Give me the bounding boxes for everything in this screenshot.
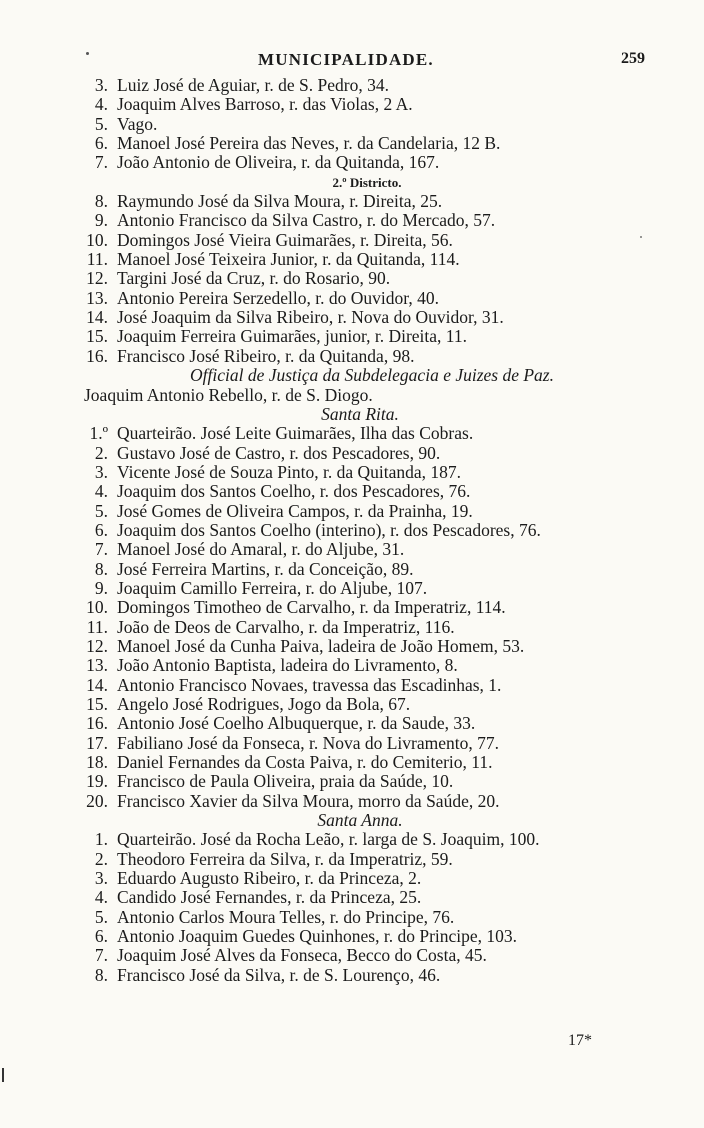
- list-item: [0, 76, 704, 95]
- directory-listing: [0, 76, 704, 985]
- entry-text: Candido José Fernandes, r. da Princeza, 25.: [117, 887, 422, 908]
- list-item: [0, 792, 704, 811]
- entry-text: Raymundo José da Silva Moura, r. Direita, 25.: [117, 191, 443, 212]
- entry-number: 11.: [86, 249, 108, 270]
- entry-text: José Joaquim da Silva Ribeiro, r. Nova do Ouvidor, 31.: [117, 307, 504, 328]
- page-number: 259: [621, 50, 645, 67]
- entry-number: 14.: [86, 307, 108, 328]
- entry-number: 8.: [94, 558, 108, 579]
- entry-text: Angelo José Rodrigues, Jogo da Bola, 67.: [117, 694, 411, 714]
- running-title: MUNICIPALIDADE.: [258, 50, 434, 69]
- section-heading: Santa Anna.: [317, 810, 403, 831]
- entry-text: Theodoro Ferreira da Silva, r. da Imperatriz, 59.: [117, 848, 453, 869]
- entry-number: 11.: [86, 616, 108, 637]
- entry-number: 9.: [94, 210, 108, 231]
- entry-text: Domingos José Vieira Guimarães, r. Direita, 56.: [117, 229, 453, 250]
- entry-number: 8.: [94, 964, 108, 985]
- entry-text: João Antonio de Oliveira, r. da Quitanda, 167.: [117, 152, 440, 173]
- list-item: [0, 308, 704, 327]
- entry-text: Fabiliano José da Fonseca, r. Nova do Livramento, 77.: [117, 732, 500, 753]
- entry-text: Joaquim Alves Barroso, r. das Violas, 2 A.: [117, 94, 413, 115]
- list-item: [0, 269, 704, 288]
- entry-text: Vicente José de Souza Pinto, r. da Quitanda, 187.: [117, 461, 462, 482]
- entry-text: Quarteirão. José Leite Guimarães, Ilha das Cobras.: [117, 423, 474, 444]
- entry-text: Francisco José da Silva, r. de S. Lourenço, 46.: [117, 964, 441, 985]
- entry-text: Antonio Francisco Novaes, travessa das Escadinhas, 1.: [117, 674, 502, 695]
- entry-text: Francisco José Ribeiro, r. da Quitanda, 98.: [117, 345, 415, 366]
- list-item: [0, 153, 704, 172]
- entry-number: 1.: [94, 829, 108, 850]
- entry-number: 12.: [86, 268, 108, 289]
- list-item: [0, 560, 704, 579]
- entry-text: Domingos Timotheo de Carvalho, r. da Imperatriz, 114.: [117, 597, 506, 618]
- entry-text: Joaquim dos Santos Coelho (interino), r. dos Pescadores, 76.: [117, 519, 541, 540]
- list-item: [0, 637, 704, 656]
- list-item: [0, 850, 704, 869]
- list-item: [0, 598, 704, 617]
- section-heading: 2.º Districto.: [332, 174, 402, 190]
- entry-number: 16.: [86, 345, 108, 366]
- list-item: [0, 888, 704, 907]
- entry-text: Joaquim Antonio Rebello, r. de S. Diogo.: [84, 384, 373, 405]
- entry-text: José Gomes de Oliveira Campos, r. da Prainha, 19.: [117, 500, 473, 521]
- list-item: [0, 231, 704, 250]
- entry-number: 5.: [94, 113, 108, 134]
- entry-text: Manoel José do Amaral, r. do Aljube, 31.: [117, 539, 405, 560]
- entry-text: Antonio Francisco da Silva Castro, r. do Mercado, 57.: [117, 210, 496, 231]
- list-item: [0, 618, 704, 637]
- entry-text: Eduardo Augusto Ribeiro, r. da Princeza, 2.: [117, 868, 422, 889]
- entry-text: Joaquim Ferreira Guimarães, junior, r. Direita, 11.: [117, 326, 468, 347]
- entry-number: 6.: [94, 133, 108, 154]
- entry-text: Antonio José Coelho Albuquerque, r. da Saude, 33.: [117, 713, 476, 734]
- list-item: [0, 830, 704, 849]
- entry-number: 1.º: [89, 423, 108, 444]
- list-item: [0, 695, 704, 714]
- entry-number: 7.: [94, 539, 108, 560]
- list-item: [0, 946, 704, 965]
- entry-number: 5.: [94, 906, 108, 927]
- list-item: [0, 444, 704, 463]
- entry-number: 4.: [94, 481, 108, 502]
- page-header: [0, 50, 704, 72]
- list-item: [0, 289, 704, 308]
- entry-text: Targini José da Cruz, r. do Rosario, 90.: [117, 268, 391, 289]
- entry-text: Luiz José de Aguiar, r. de S. Pedro, 34.: [117, 75, 389, 95]
- list-item: [0, 327, 704, 346]
- list-item: [0, 521, 704, 540]
- list-item: [0, 482, 704, 501]
- list-item: [0, 540, 704, 559]
- entry-text: Francisco Xavier da Silva Moura, morro da Saúde, 20.: [117, 790, 500, 811]
- entry-number: 6.: [94, 519, 108, 540]
- section-heading: Official de Justiça da Subdelegacia e Juizes de Paz.: [189, 365, 554, 386]
- entry-number: 17.: [86, 732, 108, 753]
- list-item: [0, 908, 704, 927]
- entry-text: Gustavo José de Castro, r. dos Pescadores, 90.: [117, 442, 441, 463]
- entry-number: 10.: [86, 229, 108, 250]
- entry-number: 2.: [94, 848, 108, 869]
- entry-number: 3.: [94, 868, 108, 889]
- entry-text: Joaquim dos Santos Coelho, r. dos Pescadores, 76.: [117, 481, 471, 502]
- entry-number: 9.: [94, 577, 108, 598]
- entry-number: 16.: [86, 713, 108, 734]
- list-item: [0, 463, 704, 482]
- entry-number: 6.: [94, 926, 108, 947]
- entry-number: 18.: [86, 752, 108, 773]
- list-item: [0, 424, 704, 443]
- entry-number: 15.: [86, 326, 108, 347]
- entry-number: 10.: [86, 597, 108, 618]
- list-item: [0, 927, 704, 946]
- entry-text: Joaquim José Alves da Fonseca, Becco do Costa, 45.: [117, 945, 487, 966]
- entry-number: 4.: [94, 887, 108, 908]
- list-item: [0, 869, 704, 888]
- entry-text: Francisco de Paula Oliveira, praia da Saúde, 10.: [117, 771, 454, 792]
- page-edge-mark: [2, 1068, 4, 1082]
- entry-number: 15.: [86, 694, 108, 714]
- entry-number: 19.: [86, 771, 108, 792]
- entry-number: 7.: [94, 152, 108, 173]
- entry-number: 7.: [94, 945, 108, 966]
- list-item: [0, 115, 704, 134]
- list-item: [0, 579, 704, 598]
- list-item: [0, 347, 704, 366]
- list-item: [0, 95, 704, 114]
- entry-number: 4.: [94, 94, 108, 115]
- list-item: [0, 211, 704, 230]
- entry-number: 13.: [86, 287, 108, 308]
- entry-text: Antonio Pereira Serzedello, r. do Ouvidor, 40.: [117, 287, 440, 308]
- list-item: [0, 250, 704, 269]
- entry-text: Joaquim Camillo Ferreira, r. do Aljube, 107.: [117, 577, 428, 598]
- entry-text: Quarteirão. José da Rocha Leão, r. larga de S. Joaquim, 100.: [117, 829, 540, 850]
- signature-mark: 17*: [568, 1032, 592, 1049]
- entry-text: João Antonio Baptista, ladeira do Livramento, 8.: [117, 655, 458, 676]
- list-item: [0, 676, 704, 695]
- entry-text: Vago.: [117, 113, 158, 134]
- entry-text: Antonio Carlos Moura Telles, r. do Principe, 76.: [117, 906, 455, 927]
- list-item: [0, 656, 704, 675]
- list-item: [0, 714, 704, 733]
- entry-text: Antonio Joaquim Guedes Quinhones, r. do Principe, 103.: [117, 926, 518, 947]
- entry-number: 3.: [94, 75, 108, 95]
- entry-number: 5.: [94, 500, 108, 521]
- section-heading: Santa Rita.: [321, 403, 399, 424]
- entry-text: João de Deos de Carvalho, r. da Imperatriz, 116.: [117, 616, 455, 637]
- list-item: [0, 753, 704, 772]
- entry-number: 13.: [86, 655, 108, 676]
- entry-text: Manoel José Teixeira Junior, r. da Quitanda, 114.: [117, 249, 460, 270]
- entry-text: Manoel José Pereira das Neves, r. da Candelaria, 12 B.: [117, 133, 501, 154]
- entry-number: 20.: [86, 790, 108, 811]
- list-item: [0, 134, 704, 153]
- entry-text: Daniel Fernandes da Costa Paiva, r. do Cemiterio, 11.: [117, 752, 493, 773]
- entry-text: Manoel José da Cunha Paiva, ladeira de João Homem, 53.: [117, 635, 525, 656]
- list-item: [0, 772, 704, 791]
- list-item: [0, 192, 704, 211]
- entry-text: José Ferreira Martins, r. da Conceição, 89.: [117, 558, 414, 579]
- list-item: [0, 966, 704, 985]
- entry-number: 8.: [94, 191, 108, 212]
- entry-number: 12.: [86, 635, 108, 656]
- entry-number: 14.: [86, 674, 108, 695]
- list-item: [0, 734, 704, 753]
- list-item: [0, 386, 704, 405]
- list-item: [0, 502, 704, 521]
- entry-number: 2.: [94, 442, 108, 463]
- entry-number: 3.: [94, 461, 108, 482]
